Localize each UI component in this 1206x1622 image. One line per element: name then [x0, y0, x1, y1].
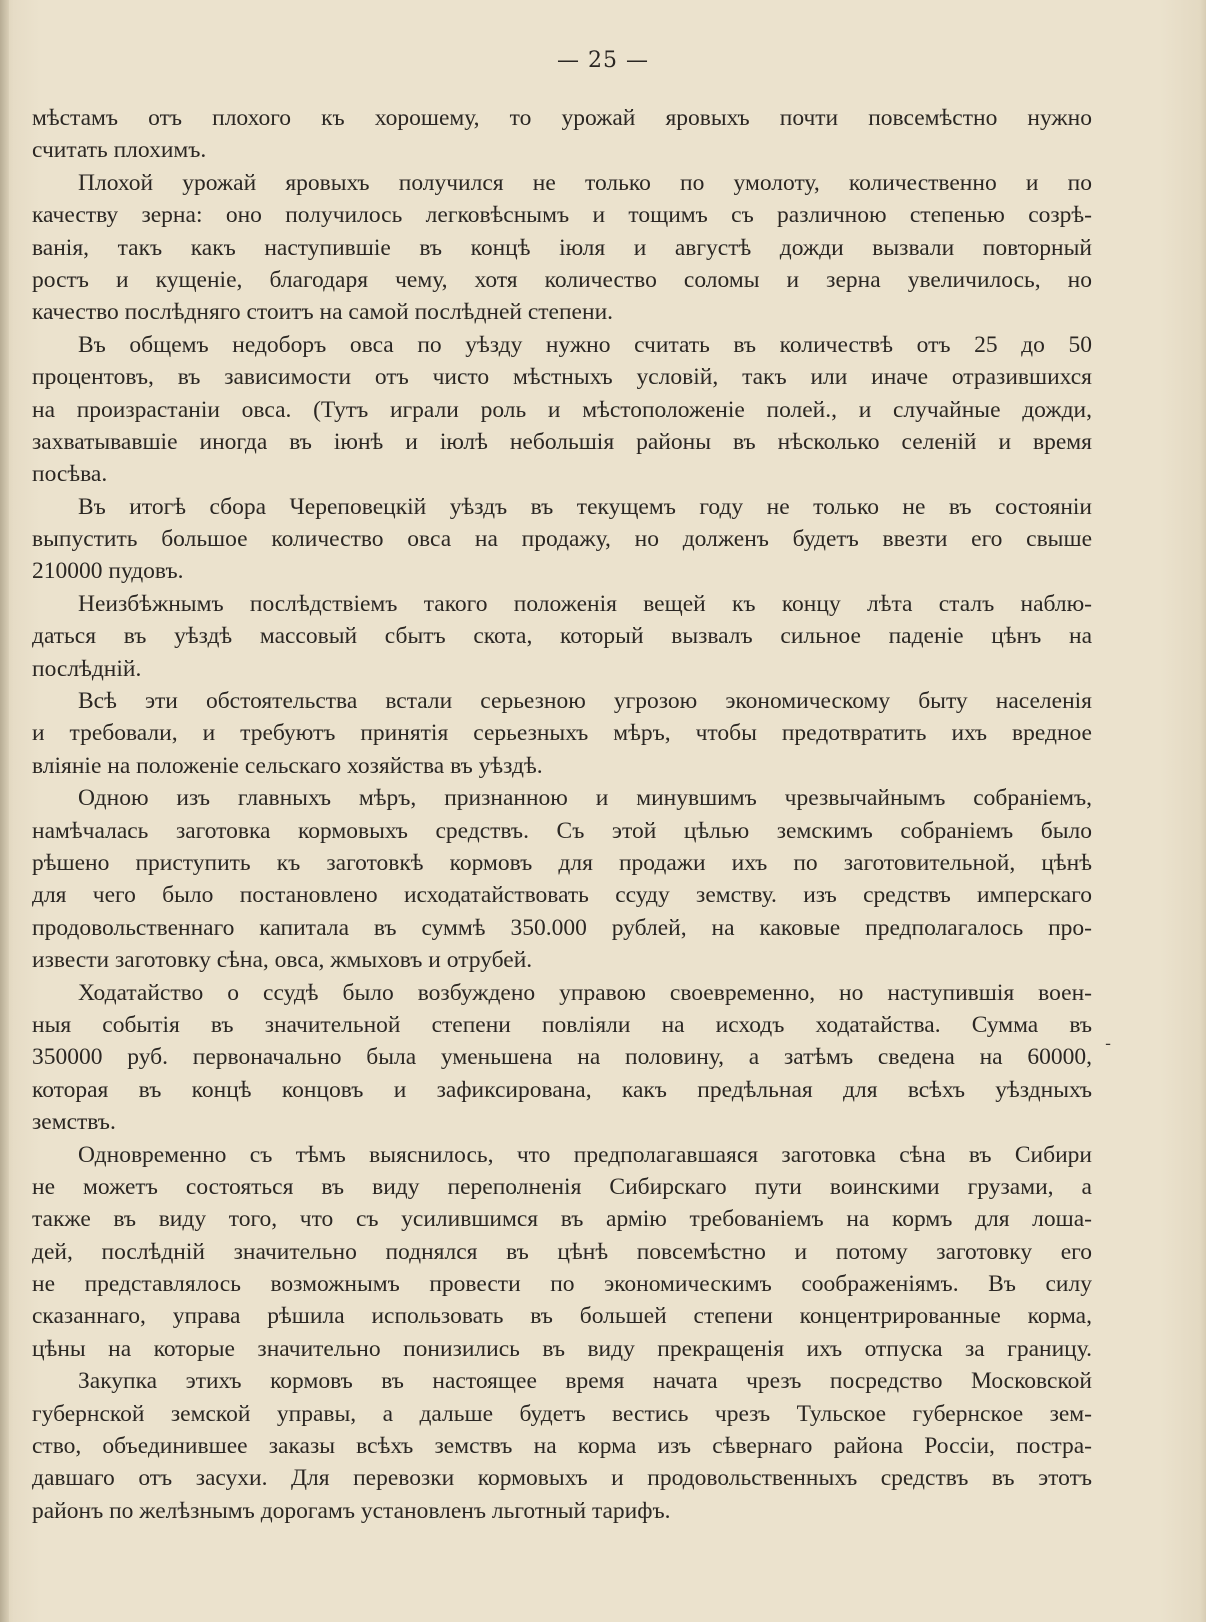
text-line: которая въ концѣ концовъ и зафиксирована, какъ предѣльная для всѣхъ уѣздныхъ — [32, 1076, 1092, 1103]
text-line: и требовали, и требуютъ принятія серьезныхъ мѣръ, чтобы предотвратить ихъ вредное — [32, 720, 1092, 747]
text-line: Одновременно съ тѣмъ выяснилось, что предполагавшаяся заготовка сѣна въ Сибири — [78, 1141, 1092, 1168]
text-line: качеству зерна: оно получилось легковѣснымъ и тощимъ съ различною степенью созрѣ- — [32, 202, 1092, 229]
margin-mark: ـ — [1106, 1033, 1111, 1049]
text-line: Закупка этихъ кормовъ въ настоящее время начата чрезъ посредство Московской — [78, 1368, 1092, 1395]
text-line: давшаго отъ засухи. Для перевозки кормовыхъ и продовольственныхъ средствъ въ этотъ — [32, 1465, 1092, 1492]
text-line: Одною изъ главныхъ мѣръ, признанною и минувшимъ чрезвычайнымъ собраніемъ, — [78, 785, 1092, 812]
page-number: — 25 — — [557, 48, 649, 73]
text-line: захватывавшіе иногда въ іюнѣ и іюлѣ небольшія районы въ нѣсколько селеній и время — [32, 428, 1092, 455]
text-line: районъ по желѣзнымъ дорогамъ установленъ льготный тарифъ. — [32, 1497, 671, 1524]
text-line: посѣва. — [32, 461, 108, 488]
text-line: ныя событія въ значительной степени повліяли на исходъ ходатайства. Сумма въ — [32, 1011, 1092, 1038]
text-line: ванія, такъ какъ наступившіе въ концѣ іюля и августѣ дожди вызвали повторный — [32, 234, 1092, 261]
page-binding-edge — [0, 0, 9, 1622]
text-line: ростъ и кущеніе, благодаря чему, хотя количество соломы и зерна увеличилось, но — [32, 266, 1092, 293]
text-line: Всѣ эти обстоятельства встали серьезною угрозою экономическому быту населенія — [78, 688, 1092, 715]
text-line: даться въ уѣздѣ массовый сбытъ скота, который вызвалъ сильное паденіе цѣнъ на — [32, 623, 1092, 650]
text-line: рѣшено приступить къ заготовкѣ кормовъ для продажи ихъ по заготовительной, цѣнѣ — [32, 849, 1092, 876]
text-line: дей, послѣдній значительно поднялся въ цѣнѣ повсемѣстно и потому заготовку его — [32, 1238, 1092, 1265]
text-line: цѣны на которые значительно понизились въ виду прекращенія ихъ отпуска за границу. — [32, 1335, 1092, 1362]
text-line: продовольственнаго капитала въ суммѣ 350.000 рублей, на каковые предполагалось про- — [32, 914, 1092, 941]
text-line: Въ общемъ недоборъ овса по уѣзду нужно считать въ количествѣ отъ 25 до 50 — [78, 331, 1092, 358]
text-line: не представлялось возможнымъ провести по экономическимъ соображеніямъ. Въ силу — [32, 1271, 1092, 1298]
text-line: для чего было постановлено исходатайствовать ссуду земству. изъ средствъ имперскаго — [32, 882, 1092, 909]
text-line: также въ виду того, что съ усилившимся въ армію требованіемъ на кормъ для лоша- — [32, 1206, 1092, 1233]
text-line: Неизбѣжнымъ послѣдствіемъ такого положенія вещей къ концу лѣта сталъ наблю- — [78, 590, 1092, 617]
text-line: извести заготовку сѣна, овса, жмыховъ и отрубей. — [32, 947, 533, 974]
text-line: губернской земской управы, а дальше будетъ вестись чрезъ Тульское губернское зем- — [32, 1400, 1092, 1427]
text-line: 350000 руб. первоначально была уменьшена на половину, а затѣмъ сведена на 60000, — [32, 1044, 1092, 1071]
text-line: послѣдній. — [32, 655, 142, 682]
text-line: 210000 пудовъ. — [32, 558, 184, 585]
text-line: вліяніе на положеніе сельскаго хозяйства въ уѣздѣ. — [32, 752, 543, 779]
text-line: считать плохимъ. — [32, 137, 207, 164]
text-line: земствъ. — [32, 1109, 116, 1136]
body-text — [32, 102, 1092, 1527]
text-line: не можетъ состояться въ виду переполненія Сибирскаго пути воинскими грузами, а — [32, 1173, 1092, 1200]
text-line: качество послѣдняго стоитъ на самой послѣдней степени. — [32, 299, 614, 326]
text-line: намѣчалась заготовка кормовыхъ средствъ. Съ этой цѣлью земскимъ собраніемъ было — [32, 817, 1092, 844]
text-line: сказаннаго, управа рѣшила использовать въ большей степени концентрированные корма, — [32, 1303, 1092, 1330]
text-line: процентовъ, въ зависимости отъ чисто мѣстныхъ условій, такъ или иначе отразившихся — [32, 364, 1092, 391]
text-line: Въ итогѣ сбора Череповецкій уѣздъ въ текущемъ году не только не въ состояніи — [78, 493, 1092, 520]
text-line: Ходатайство о ссудѣ было возбуждено управою своевременно, но наступившія воен- — [78, 979, 1092, 1006]
text-line: ство, объединившее заказы всѣхъ земствъ на корма изъ сѣвернаго района Россіи, постра- — [32, 1433, 1092, 1460]
text-line: на произрастаніи овса. (Тутъ играли роль и мѣстоположеніе полей., и случайные дожди, — [32, 396, 1092, 423]
text-line: мѣстамъ отъ плохого къ хорошему, то урожай яровыхъ почти повсемѣстно нужно — [32, 105, 1092, 131]
text-line: Плохой урожай яровыхъ получился не только по умолоту, количественно и по — [78, 169, 1092, 196]
text-line: выпустить большое количество овса на продажу, но долженъ будетъ ввезти его свыше — [32, 526, 1092, 553]
